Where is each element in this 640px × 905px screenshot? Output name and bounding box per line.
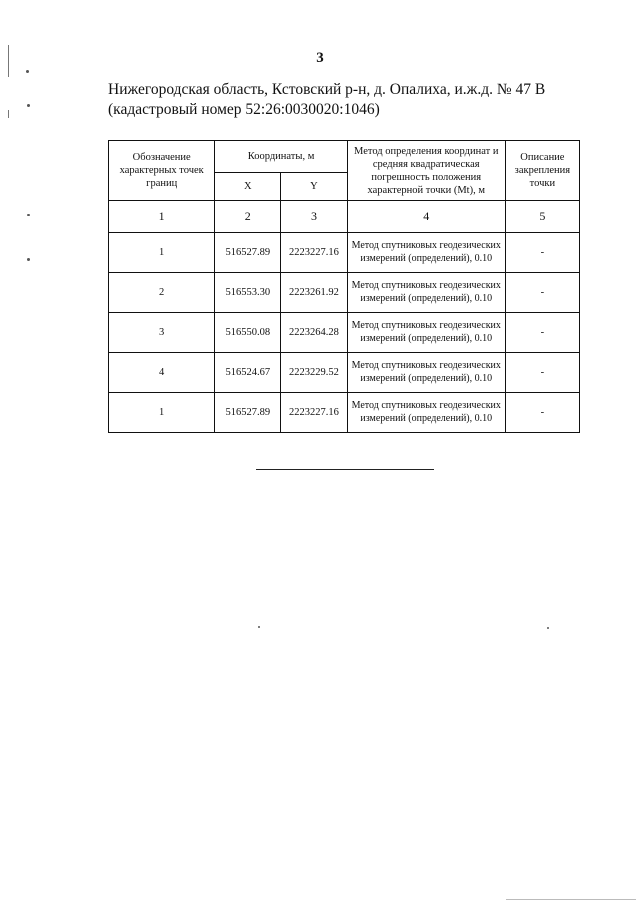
- cell-x: 516553.30: [215, 273, 281, 313]
- cell-point: 1: [109, 233, 215, 273]
- cell-method: Метод спутниковых геодезических измерений (определений), 0.10: [347, 393, 505, 433]
- cell-point: 2: [109, 273, 215, 313]
- header-y: Y: [281, 173, 347, 201]
- cell-description: -: [505, 233, 579, 273]
- column-number: 4: [347, 201, 505, 233]
- header-method: Метод определения координат и средняя квадратическая погрешность положения характерной точки (Mt), м: [347, 141, 505, 201]
- table-row: [109, 393, 580, 433]
- cell-description: -: [505, 313, 579, 353]
- column-number: 2: [215, 201, 281, 233]
- table-row: [109, 233, 580, 273]
- scan-speck: [258, 626, 260, 628]
- cell-y: 2223227.16: [281, 393, 347, 433]
- cell-description: -: [505, 353, 579, 393]
- heading-cadastral-number: (кадастровый номер 52:26:0030020:1046): [108, 101, 380, 118]
- cell-x: 516524.67: [215, 353, 281, 393]
- cell-y: 2223264.28: [281, 313, 347, 353]
- column-number: 3: [281, 201, 347, 233]
- column-number: 5: [505, 201, 579, 233]
- scan-speck: [26, 70, 29, 73]
- closing-divider-line: [256, 469, 434, 470]
- scan-speck: [547, 627, 549, 629]
- scan-speck: [27, 104, 30, 107]
- cell-description: -: [505, 273, 579, 313]
- cell-method: Метод спутниковых геодезических измерений (определений), 0.10: [347, 233, 505, 273]
- cell-y: 2223229.52: [281, 353, 347, 393]
- cell-point: 3: [109, 313, 215, 353]
- document-heading: [108, 80, 588, 120]
- scan-speck: [27, 214, 30, 216]
- scan-margin-mark: [8, 45, 9, 77]
- table-row: [109, 273, 580, 313]
- heading-address: Нижегородская область, Кстовский р-н, д. Опалиха, и.ж.д. № 47 В: [108, 81, 546, 98]
- column-number: 1: [109, 201, 215, 233]
- coordinates-table: [108, 140, 580, 433]
- scan-speck: [27, 258, 30, 261]
- header-coordinates: Координаты, м: [215, 141, 347, 173]
- header-x: X: [215, 173, 281, 201]
- cell-description: -: [505, 393, 579, 433]
- table-row: [109, 353, 580, 393]
- page-number: 3: [316, 50, 324, 66]
- cell-x: 516550.08: [215, 313, 281, 353]
- column-number-row: [109, 201, 580, 233]
- cell-point: 1: [109, 393, 215, 433]
- cell-y: 2223261.92: [281, 273, 347, 313]
- cell-method: Метод спутниковых геодезических измерений (определений), 0.10: [347, 353, 505, 393]
- table-row: [109, 313, 580, 353]
- table-header-row: [109, 141, 580, 173]
- cell-x: 516527.89: [215, 233, 281, 273]
- header-point-designation: Обозначение характерных точек границ: [109, 141, 215, 201]
- scan-margin-mark: [8, 110, 9, 118]
- cell-x: 516527.89: [215, 393, 281, 433]
- header-description: Описание закрепления точки: [505, 141, 579, 201]
- cell-y: 2223227.16: [281, 233, 347, 273]
- cell-method: Метод спутниковых геодезических измерений (определений), 0.10: [347, 273, 505, 313]
- cell-method: Метод спутниковых геодезических измерений (определений), 0.10: [347, 313, 505, 353]
- cell-point: 4: [109, 353, 215, 393]
- scan-edge-line: [506, 899, 636, 900]
